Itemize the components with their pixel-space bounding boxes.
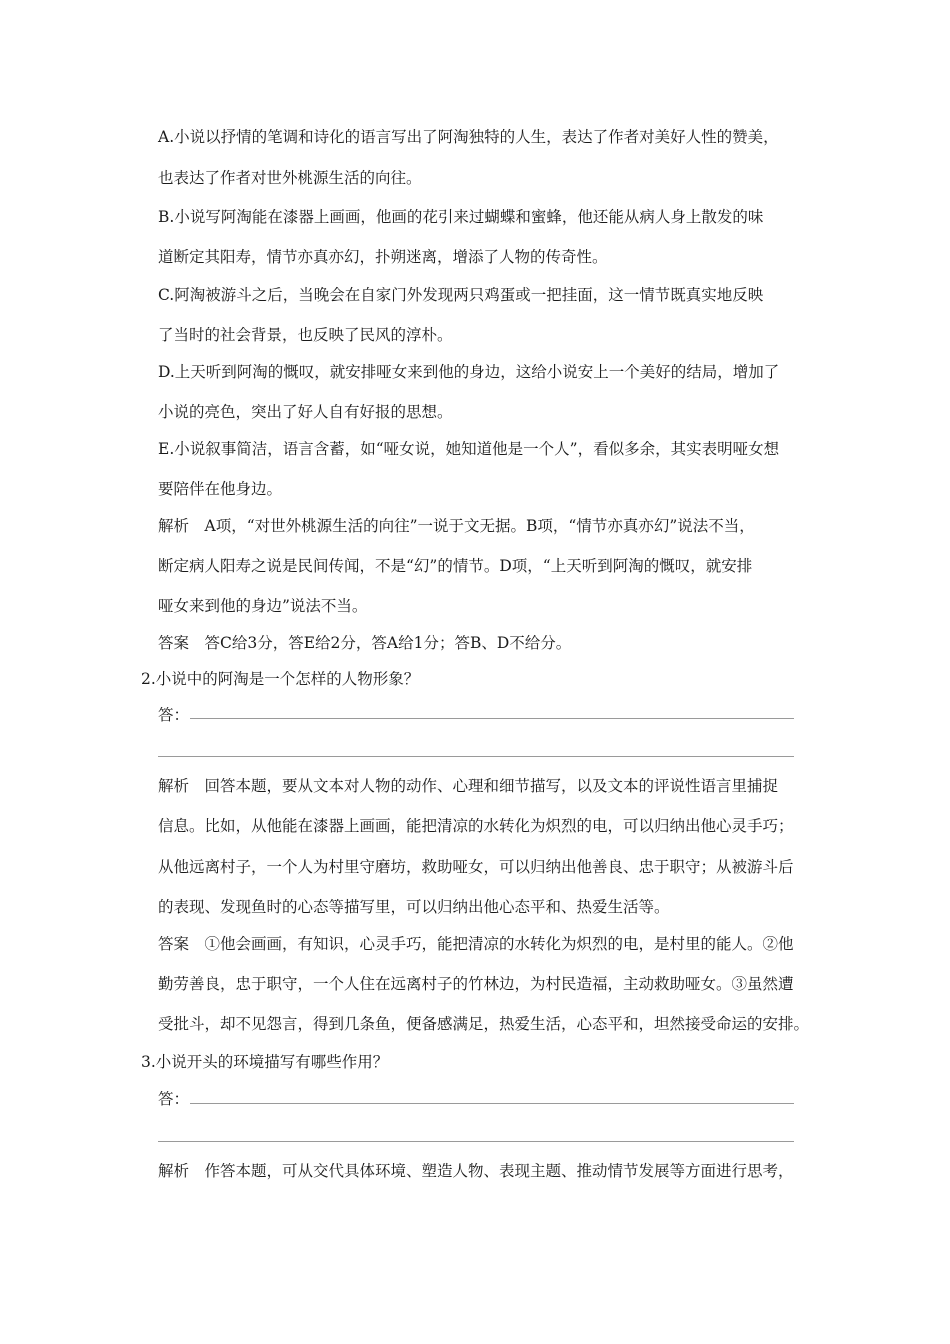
q2-question: 2.小说中的阿淘是一个怎样的人物形象？ xyxy=(141,670,420,688)
q2-answer-line-3-text: 受批斗，却不见怨言，得到几条鱼，便备感满足，热爱生活，心态平和，坦然接受命运的安排。 xyxy=(158,1015,810,1033)
q3-analysis-line-1: 解析 作答本题，可从交代具体环境、塑造人物、表现主题、推动情节发展等方面进行思考， xyxy=(158,1162,794,1180)
q2-analysis-line-1: 解析 回答本题，要从文本对人物的动作、心理和细节描写，以及文本的评说性语言里捕捉 xyxy=(158,777,779,795)
q3-answer-label: 答： xyxy=(158,1090,190,1108)
q1-analysis-line-3: 哑女来到他的身边”说法不当。 xyxy=(158,597,368,615)
q3-answer-line-1[interactable] xyxy=(190,1103,794,1104)
q2-analysis-line-4: 的表现、发现鱼时的心态等描写里，可以归纳出他心态平和、热爱生活等。 xyxy=(158,898,670,916)
q2-answer-label: 答： xyxy=(158,706,190,724)
q1-analysis-line-1: 解析 A项，“对世外桃源生活的向往”一说于文无据。B项，“情节亦真亦幻”说法不当， xyxy=(158,517,755,535)
option-b-line-2: 道断定其阳寿，情节亦真亦幻，扑朔迷离，增添了人物的传奇性。 xyxy=(158,248,608,266)
option-c-line-2: 了当时的社会背景，也反映了民风的淳朴。 xyxy=(158,326,453,344)
q2-answer-line-2[interactable] xyxy=(158,756,794,757)
option-a-line-2: 也表达了作者对世外桃源生活的向往。 xyxy=(158,169,422,187)
option-d-line-1: D.上天听到阿淘的慨叹，就安排哑女来到他的身边，这给小说安上一个美好的结局，增加了 xyxy=(158,363,780,381)
q3-question: 3.小说开头的环境描写有哪些作用？ xyxy=(141,1053,389,1071)
q2-analysis-line-3: 从他远离村子，一个人为村里守磨坊，救助哑女，可以归纳出他善良、忠于职守；从被游斗后 xyxy=(158,858,794,876)
option-a-line-1: A.小说以抒情的笔调和诗化的语言写出了阿淘独特的人生，表达了作者对美好人性的赞美， xyxy=(158,128,779,146)
q1-answer: 答案 答C给3分，答E给2分，答A给1分；答B、D不给分。 xyxy=(158,634,572,652)
q1-analysis-line-2: 断定病人阳寿之说是民间传闻，不是“幻”的情节。D项，“上天听到阿淘的慨叹，就安排 xyxy=(158,557,753,575)
option-d-line-2: 小说的亮色，突出了好人自有好报的思想。 xyxy=(158,403,453,421)
option-e-line-1: E.小说叙事简洁，语言含蓄，如“哑女说，她知道他是一个人”，看似多余，其实表明哑女想 xyxy=(158,440,780,458)
q2-answer-line-1[interactable] xyxy=(190,718,794,719)
q2-analysis-line-2: 信息。比如，从他能在漆器上画画，能把清凉的水转化为炽烈的电，可以归纳出他心灵手巧； xyxy=(158,817,794,835)
option-c-line-1: C.阿淘被游斗之后，当晚会在自家门外发现两只鸡蛋或一把挂面，这一情节既真实地反映 xyxy=(158,286,764,304)
option-e-line-2: 要陪伴在他身边。 xyxy=(158,480,283,498)
q3-answer-line-2[interactable] xyxy=(158,1141,794,1142)
q2-answer-line-2-text: 勤劳善良，忠于职守，一个人住在远离村子的竹林边，为村民造福，主动救助哑女。③虽然遭 xyxy=(158,975,794,993)
q2-answer-line-1-text: 答案 ①他会画画，有知识，心灵手巧，能把清凉的水转化为炽烈的电，是村里的能人。②他 xyxy=(158,935,794,953)
option-b-line-1: B.小说写阿淘能在漆器上画画，他画的花引来过蝴蝶和蜜蜂，他还能从病人身上散发的味 xyxy=(158,208,764,226)
